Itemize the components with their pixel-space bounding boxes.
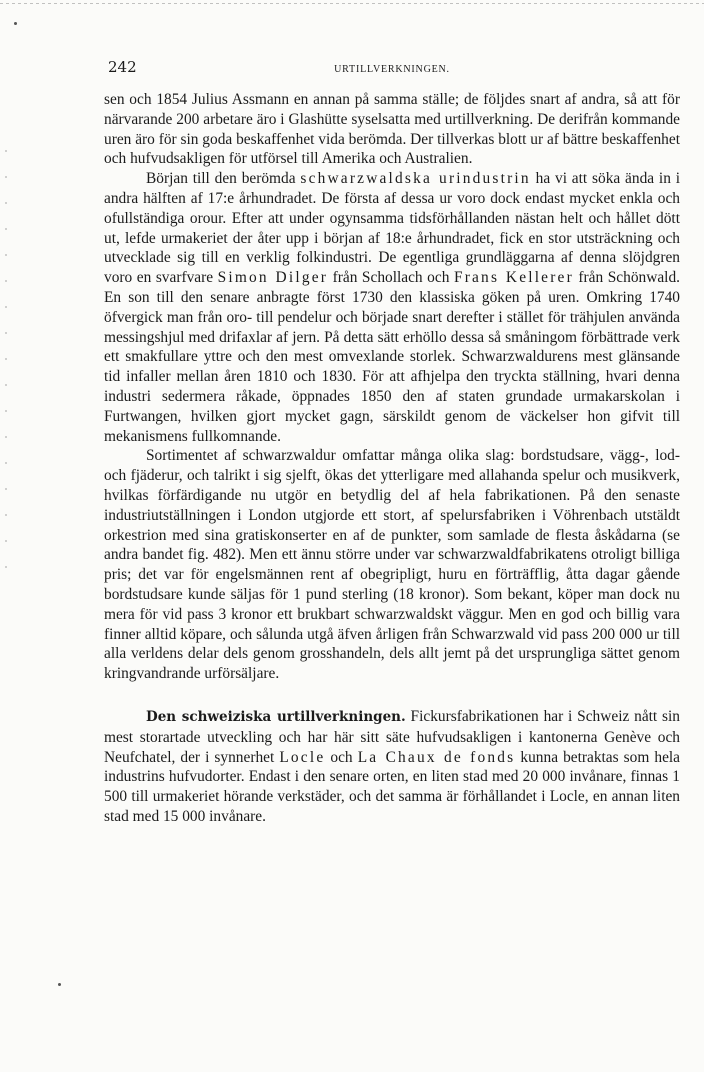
book-page	[104, 54, 680, 827]
margin-marks	[5, 150, 7, 570]
body-text	[104, 90, 680, 827]
paragraph-swiss-section	[104, 707, 680, 827]
paragraph-assmann: sen och 1854 Julius Assmann en annan på samma ställe; de följdes snart af andra, så att för närvarande 200 arbetare äro i Glashütte syselsatta med urtillverkning. De derifrån kommande uren äro för sin goda beskaffenhet vida berömda. Der tillverkas blott ur af bättre beskaffenhet och hufvudsakligen för utförsel till Amerika och Australien.	[104, 91, 680, 168]
paragraph-assortment: Sortimentet af schwarzwaldur omfattar många olika slag: bordstudsare, vägg-, lod- och fjäderur, och talrikt i sig sjelft, ökas det ytterligare med allahanda spelur och musikverk, hvilkas förfärdigande nu utgör en betydlig del af hela fabrikationen. På den senaste industriutställningen i London utgjorde ett stort, af spelursfabriken i Vöhrenbach utstäldt orkestrion med sina gratiskonserter en af de punkter, som samlade de flesta åskådarna (se andra bandet fig. 482). Men ett ännu större under var schwarzwaldfabrikatens otroligt billiga pris; det var för engelsmännen rent af obegripligt, huru en förträfflig, åtta dagar gående bordstudsare kunde säljas för 1 pund sterling (18 kronor). Som bekant, köper man dock nu mera för vid pass 3 kronor ett brukbart schwarzwaldskt väggur. Men en god och billig vara finner alltid köpare, och sålunda utgå äfven årligen från Schwarzwald vid pass 200 000 ur till alla verldens delar dels genom grosshandeln, dels allt jemt på det ursprungliga sättet genom kringvandrande urförsäljare.	[104, 447, 680, 683]
person-name: Simon Dilger	[217, 269, 329, 287]
text-run: från Schönwald. En son till den senare anbragte först 1730 den klassiska göken på uren. Omkring 1740 öfvergick man från oro- till pendelur och började snart derefter i stället för trähjulen använda messingshjul med drifaxlar af jern. På detta sätt erhöllo dessa så småningom förbättrade verk ett smakfullare yttre och den mest omvexlande storlek. Schwarzwaldurens mest glänsande tid infaller mellan åren 1810 och 1830. För att afhjelpa den tryckta ställning, hvari denna industri sedermera råkade, öppnades 1850 den af staten grundade urmakarskolan i Furtwangen, hvilken gjort mycket gagn, särskildt genom de väckelser hon gifvit till mekanismens fullkomnande.	[104, 269, 680, 445]
speck-mark	[58, 983, 61, 986]
text-run: och	[325, 748, 358, 766]
speck-mark	[14, 22, 17, 25]
running-title: URTILLVERKNINGEN.	[334, 64, 450, 75]
section-heading: Den schweiziska urtillverkningen.	[146, 708, 406, 725]
text-run: från Schollach och	[328, 269, 454, 287]
person-name: Frans Kellerer	[453, 269, 574, 287]
text-run: Fickursfabrikationen har i Schweiz nått sin mest storartade utveckling och har här sitt säte hufvudsakligen i kantonerna Genève och Neufchatel, der i synnerhet	[104, 707, 680, 766]
text-run: ha vi att söka ända in i andra hälften af 17:e århundradet. De första af dessa ur voro dock endast mycket enkla och ofullständiga orour. Efter att under ogynsamma tidsförhållanden nästan helt och hållet dött ut, lefde urmakeriet der åter upp i början af 18:e århundradet, fick en stor utsträckning och utvecklade sig till en verklig folkindustri. De egentliga grundläggarna af denna slöjdgren voro en svarfvare	[104, 170, 681, 287]
text-run: Början till den berömda	[146, 170, 301, 188]
paragraph-schwarzwald-history	[104, 169, 680, 446]
emphasized-term: schwarzwaldska urindustrin	[300, 170, 531, 188]
place-name: La Chaux de fonds	[357, 748, 516, 766]
page-number: 242	[108, 58, 137, 76]
top-edge-rule	[0, 3, 704, 4]
text-run: kunna betraktas som hela industrins hufvudorter. Endast i den senare orten, en liten stad med 20 000 invånare, finnas 1 500 till urmakeriet hörande verkstäder, och det samma är förhållandet i Locle, en annan liten stad med 15 000 invånare.	[104, 748, 681, 825]
place-name: Locle	[279, 748, 326, 766]
running-head	[104, 54, 680, 76]
